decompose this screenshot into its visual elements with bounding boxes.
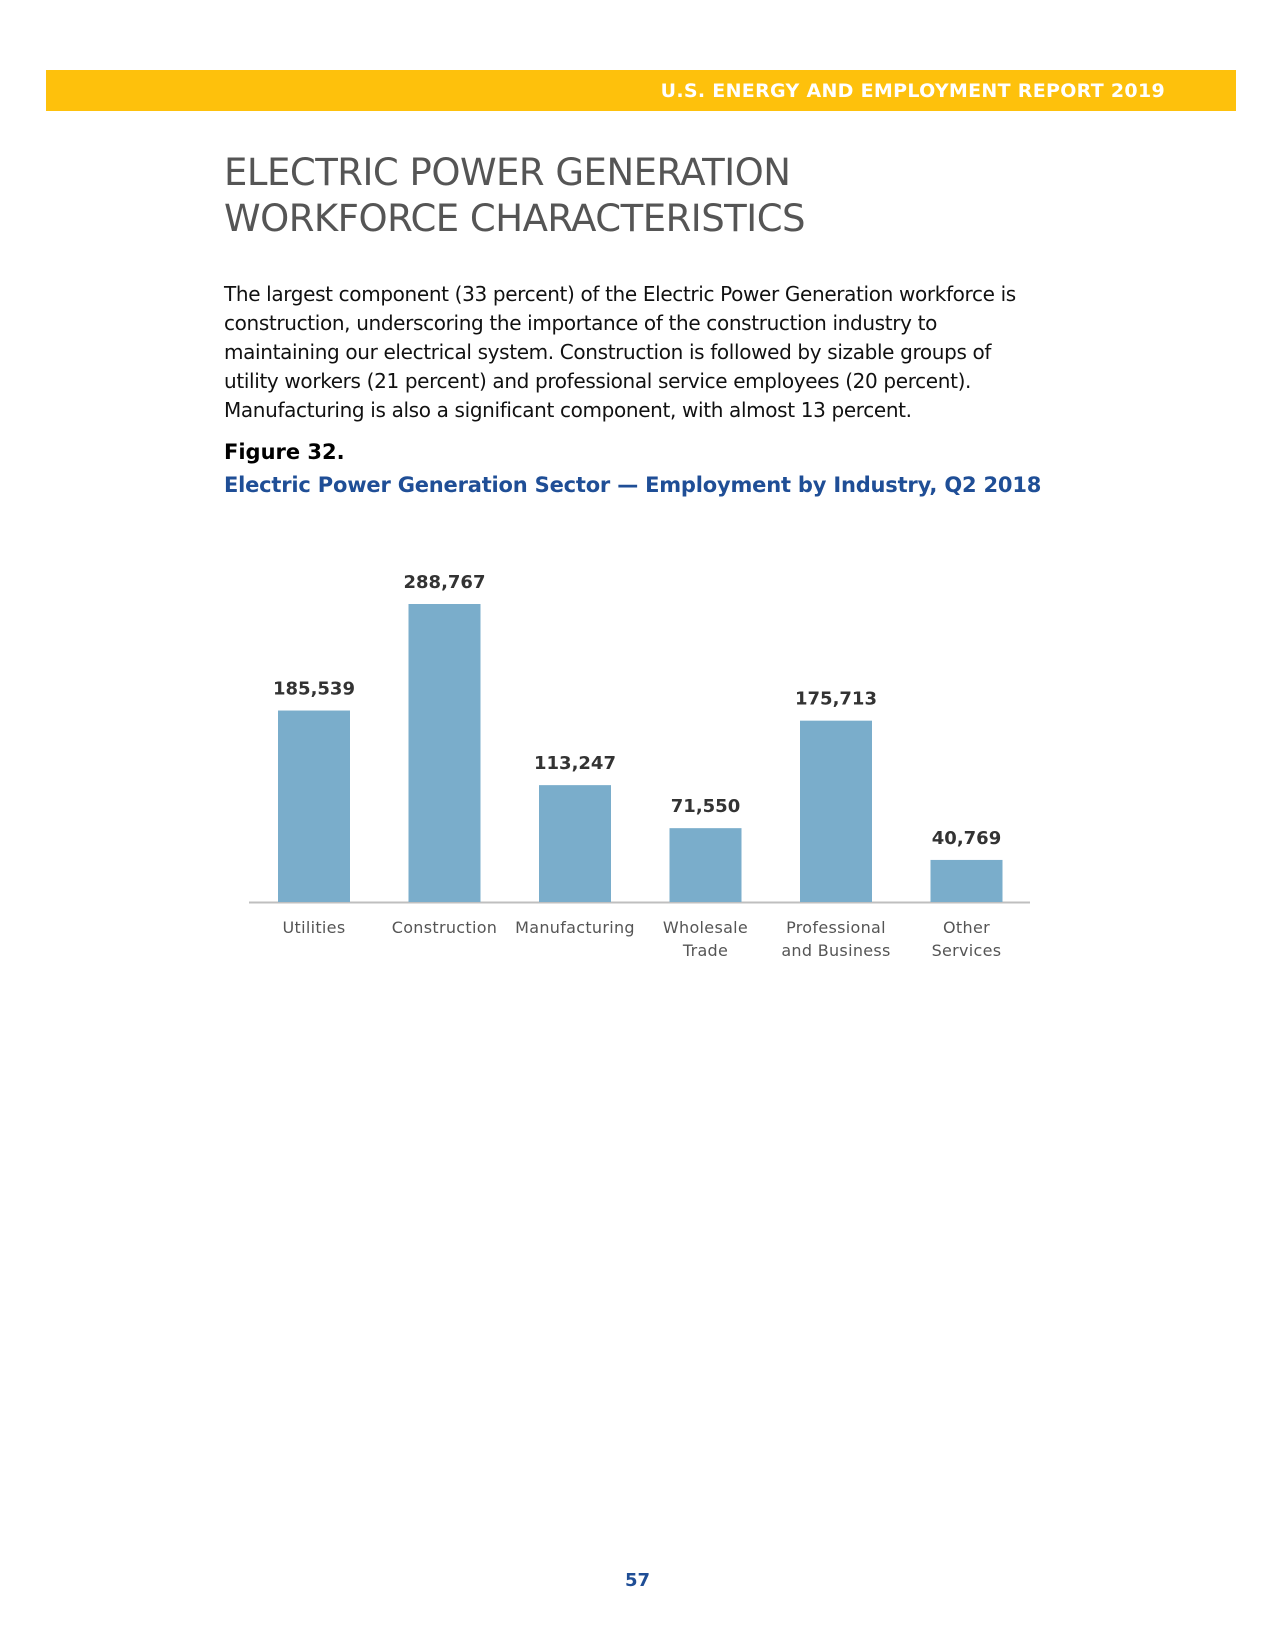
bar bbox=[931, 860, 1003, 902]
body-paragraph: The largest component (33 percent) of the Electric Power Generation workforce is construction, underscoring the importance of the construction industry to maintaining our electrical system. Construction is followed by sizable groups of utility workers (21 percent) and professional service employees (20 percent). Manufacturing is also a significant component, with almost 13 percent. bbox=[224, 282, 1016, 422]
bar-value-label: 175,713 bbox=[795, 688, 877, 710]
x-tick-label: Other bbox=[943, 918, 990, 937]
figure-title: Electric Power Generation Sector — Employment by Industry, Q2 2018 bbox=[224, 473, 1042, 497]
bar bbox=[409, 604, 481, 902]
bar bbox=[800, 721, 872, 902]
x-tick-label: Trade bbox=[682, 941, 729, 960]
bar bbox=[670, 828, 742, 902]
page-title-line-2: WORKFORCE CHARACTERISTICS bbox=[224, 197, 806, 240]
figure-number: Figure 32. bbox=[224, 440, 345, 464]
banner-title: U.S. ENERGY AND EMPLOYMENT REPORT 2019 bbox=[660, 80, 1165, 102]
x-tick-label: Wholesale bbox=[662, 918, 749, 937]
x-tick-label: Manufacturing bbox=[515, 918, 635, 937]
bar-value-label: 71,550 bbox=[670, 796, 741, 818]
page-number: 57 bbox=[624, 1570, 651, 1591]
x-tick-label: Utilities bbox=[282, 918, 346, 937]
page-title-line-1: ELECTRIC POWER GENERATION bbox=[224, 151, 791, 194]
bar bbox=[278, 711, 350, 902]
bar-value-label: 185,539 bbox=[273, 678, 355, 700]
bar-value-label: 288,767 bbox=[403, 572, 486, 593]
bar-value-label: 113,247 bbox=[534, 753, 616, 775]
bar-value-label: 40,769 bbox=[931, 827, 1002, 849]
x-tick-label: and Business bbox=[781, 941, 891, 960]
x-tick-label: Construction bbox=[391, 918, 498, 937]
bar bbox=[539, 785, 611, 902]
x-tick-label: Professional bbox=[786, 918, 886, 937]
x-tick-label: Services bbox=[931, 941, 1002, 960]
